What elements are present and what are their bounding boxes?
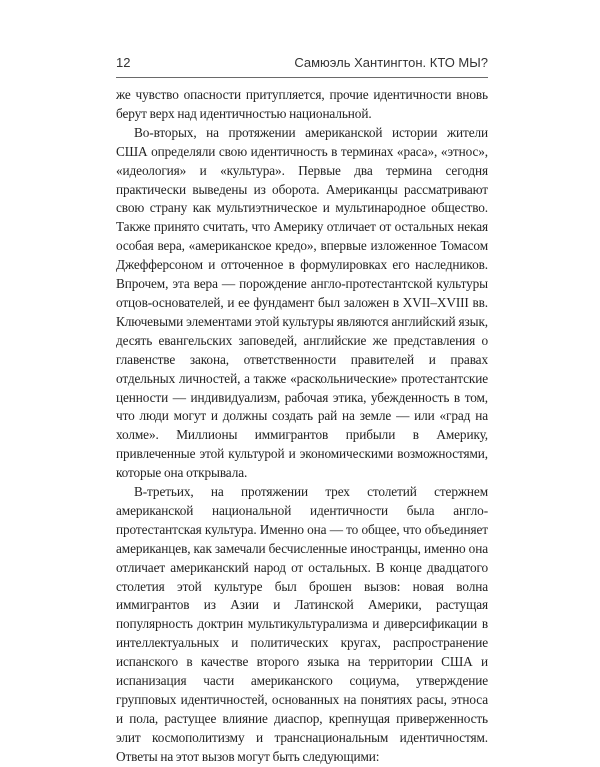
running-head	[116, 55, 488, 78]
paragraph-second: Во-вторых, на протяжении американской истории жители США определяли свою идентичность в терминах «раса», «этнос», «идеология» и «культура». Первые два термина сегодня практически выведены из оборота. Американцы рассматривают свою страну как мультиэтническое и мультинародное общество. Также принято считать, что Америку отличает от остальных некая особая вера, «американское кредо», впервые изложенное Томасом Джефферсоном и отточенное в формулировках его наследников. Впрочем, эта вера — порождение англо-протестантской культуры отцов-основателей, и ее фундамент был заложен в XVII–XVIII вв. Ключевыми элементами этой культуры являются английский язык, десять евангельских заповедей, английские же представления о главенстве закона, ответственности правителей и правах отдельных личностей, а также «раскольнические» протестантские ценности — индивидуализм, рабочая этика, убежденность в том, что люди могут и должны создать рай на земле — или «град на холме». Миллионы иммигрантов прибыли в Америку, привлеченные этой культурой и экономическими возможностями, которые она открывала.	[116, 124, 488, 481]
paragraph-continuation: же чувство опасности притупляется, прочие идентичности вновь берут верх над идентичностью национальной.	[116, 87, 488, 121]
body-text	[116, 86, 488, 767]
book-page	[116, 55, 488, 767]
running-title: Самюэль Хантингтон. КТО МЫ?	[294, 55, 488, 70]
page-number: 12	[116, 55, 131, 70]
paragraph-third: В-третьих, на протяжении трех столетий стержнем американской национальной идентичности была англо-протестантская культура. Именно она — то общее, что объединяет американцев, как замечали бесчисленные иностранцы, именно она отличает американский народ от остальных. В конце двадцатого столетия этой культуре был брошен вызов: новая волна иммигрантов из Азии и Латинской Америки, растущая популярность доктрин мультикультурализма и диверсификации в интеллектуальных и политических кругах, распространение испанского в качестве второго языка на территории США и испанизация части американского социума, утверждение групповых идентичностей, основанных на понятиях расы, этноса и пола, растущее влияние диаспор, крепнущая приверженность элит космополитизму и транснациональным идентичностям. Ответы на этот вызов могут быть следующими:	[116, 484, 488, 764]
